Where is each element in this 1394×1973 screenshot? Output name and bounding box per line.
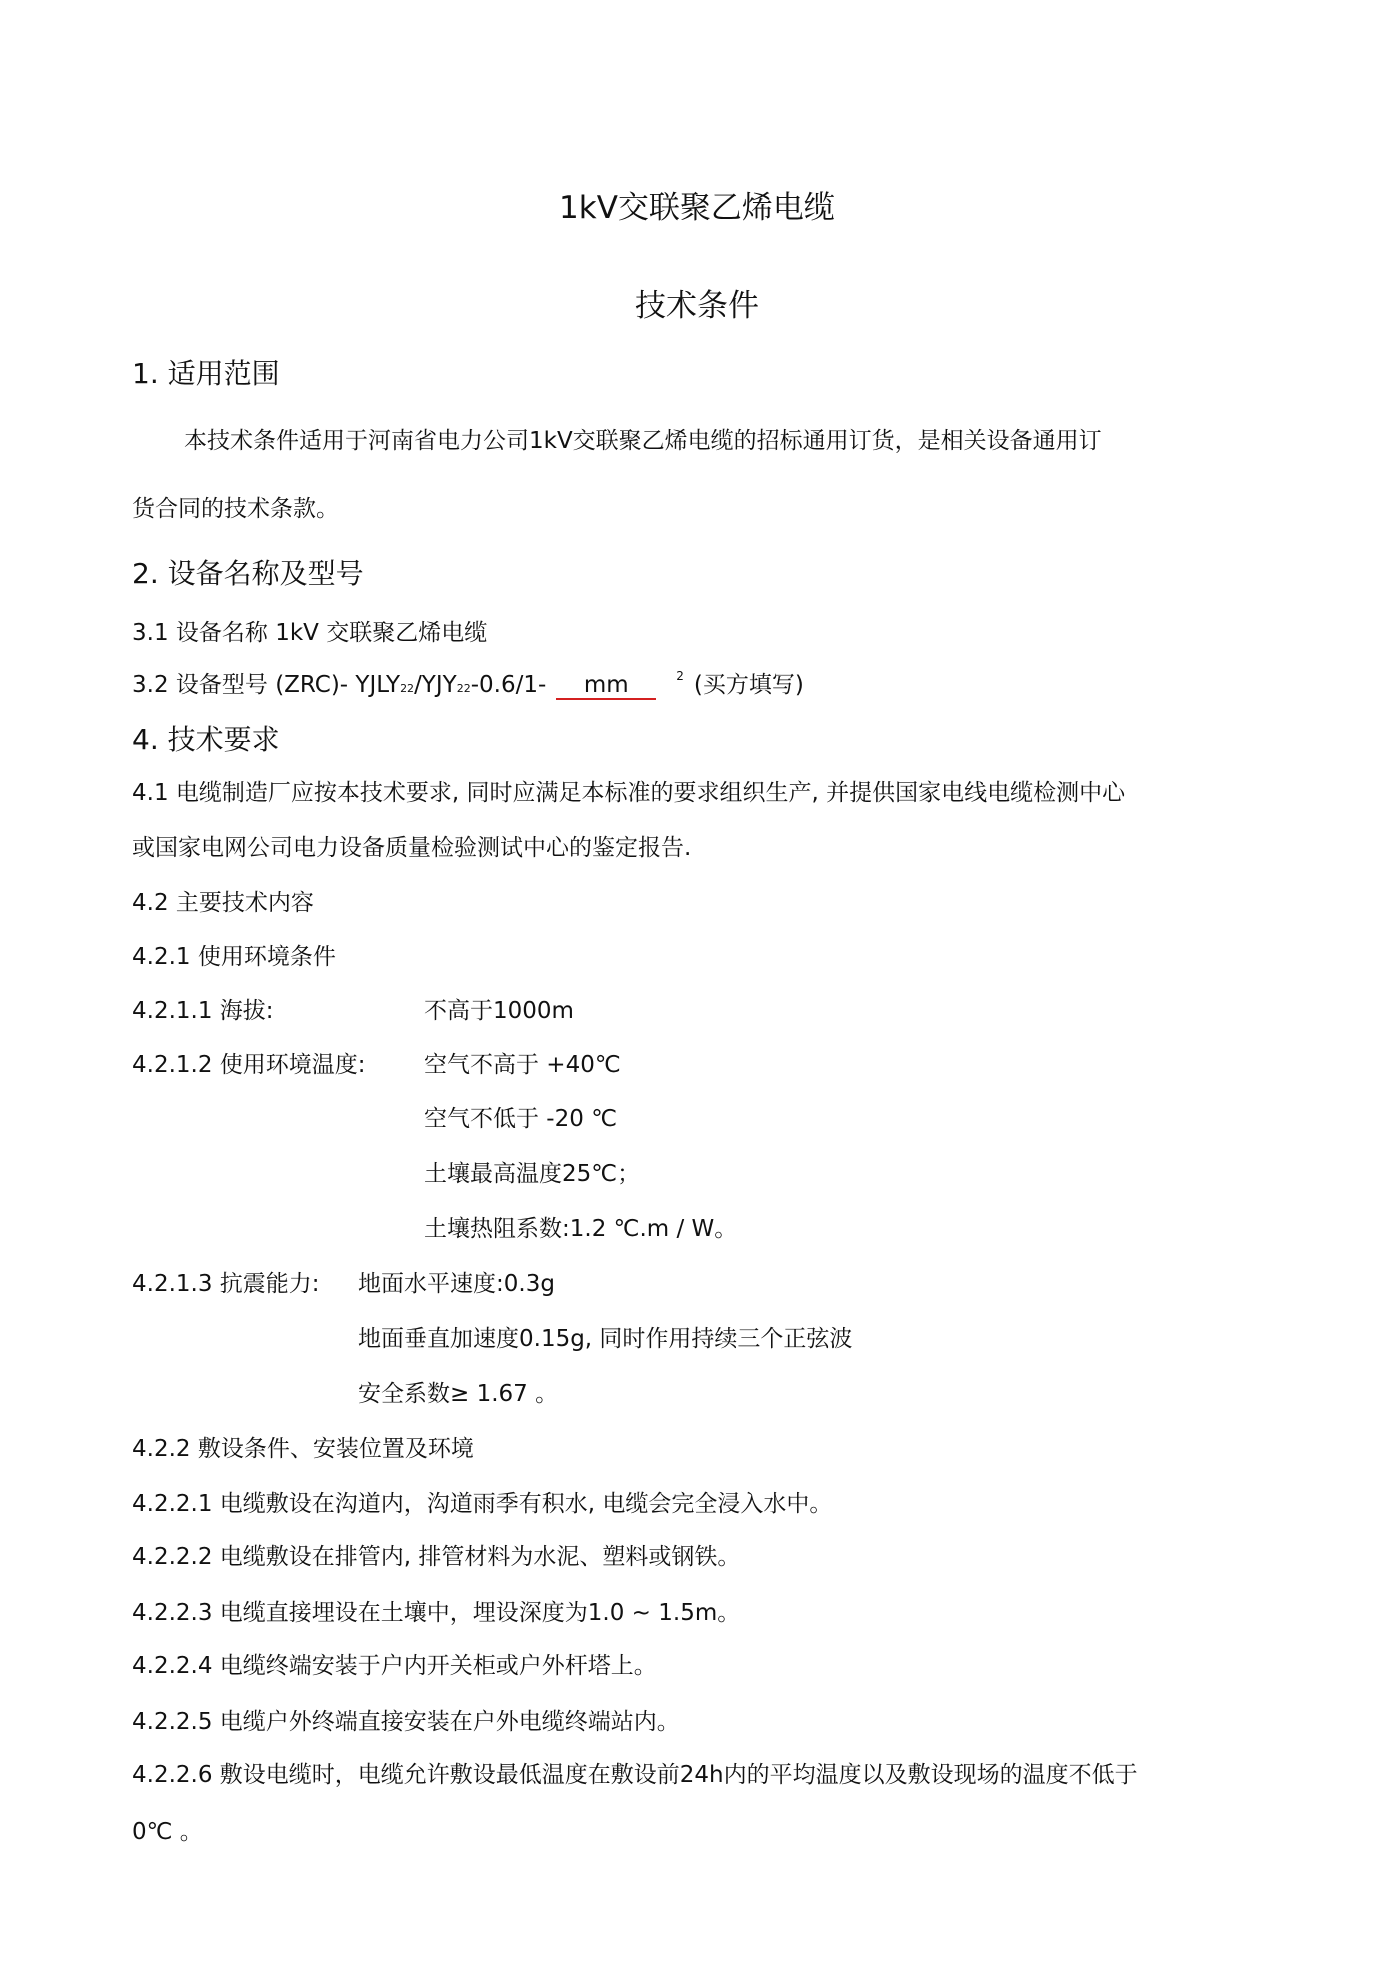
item-4-2-2-4: 4.2.2.4 电缆终端安装于户内开关柜或户外杆塔上。 <box>132 1653 657 1679</box>
item-3-2 <box>132 666 804 700</box>
item-3-2-prefix: 3.2 设备型号 (ZRC)- YJLY <box>132 672 401 698</box>
item-4-2-2-6-line-1: 4.2.2.6 敷设电缆时，电缆允许敷设最低温度在敷设前24h内的平均温度以及敷设现场的温度不低于 <box>132 1762 1138 1788</box>
item-4-1-line-1: 4.1 电缆制造厂应按本技术要求, 同时应满足本标准的要求组织生产, 并提供国家电线电缆检测中心 <box>132 780 1126 806</box>
item-4-2-1-3-value-3: 安全系数≥ 1.67 。 <box>358 1381 559 1407</box>
item-4-2-1-2-label: 4.2.1.2 使用环境温度: <box>132 1052 366 1078</box>
item-4-2-1-3-label: 4.2.1.3 抗震能力: <box>132 1271 320 1297</box>
item-4-2-2-1: 4.2.2.1 电缆敷设在沟道内，沟道雨季有积水, 电缆会完全浸入水中。 <box>132 1491 833 1517</box>
item-4-2-2-5: 4.2.2.5 电缆户外终端直接安装在户外电缆终端站内。 <box>132 1709 680 1735</box>
item-3-2-suffix: -0.6/1- <box>470 672 547 698</box>
section-1-paragraph-line-2: 货合同的技术条款。 <box>132 496 339 522</box>
item-4-2-1-2-value-2: 空气不低于 -20 ℃ <box>424 1106 618 1132</box>
item-4-2-1-1-value: 不高于1000m <box>424 998 574 1024</box>
item-4-2-1-3-value-1: 地面水平速度:0.3g <box>358 1271 555 1297</box>
document-subtitle: 技术条件 <box>635 288 759 324</box>
item-3-2-note: (买方填写) <box>693 672 804 698</box>
item-4-2-1-3-value-2: 地面垂直加速度0.15g, 同时作用持续三个正弦波 <box>358 1326 853 1352</box>
cross-section-fill-blank: mm <box>556 672 656 700</box>
item-3-2-subscript-1: 22 <box>400 682 415 695</box>
item-4-2-2: 4.2.2 敷设条件、安装位置及环境 <box>132 1436 474 1462</box>
item-4-2-2-3: 4.2.2.3 电缆直接埋设在土壤中，埋设深度为1.0 ~ 1.5m。 <box>132 1600 741 1626</box>
item-3-2-superscript: 2 <box>676 669 684 683</box>
item-3-2-subscript-2: 22 <box>456 682 471 695</box>
item-4-2-1-2-value-3: 土壤最高温度25℃； <box>424 1161 641 1187</box>
item-3-2-mid: /YJY <box>414 672 457 698</box>
section-1-paragraph-line-1: 本技术条件适用于河南省电力公司1kV交联聚乙烯电缆的招标通用订货，是相关设备通用订 <box>184 428 1102 454</box>
item-4-2-2-6-line-2: 0℃ 。 <box>132 1819 203 1845</box>
section-2-heading: 2. 设备名称及型号 <box>132 557 364 590</box>
section-1-heading: 1. 适用范围 <box>132 357 280 390</box>
section-4-heading: 4. 技术要求 <box>132 723 280 756</box>
item-3-1: 3.1 设备名称 1kV 交联聚乙烯电缆 <box>132 620 488 646</box>
item-4-2-2-2: 4.2.2.2 电缆敷设在排管内, 排管材料为水泥、塑料或钢铁。 <box>132 1544 741 1570</box>
item-4-1-line-2: 或国家电网公司电力设备质量检验测试中心的鉴定报告. <box>132 835 692 861</box>
document-title: 1kV交联聚乙烯电缆 <box>559 190 835 226</box>
item-4-2-1-2-value-1: 空气不高于 +40℃ <box>424 1052 621 1078</box>
item-4-2-1-1-label: 4.2.1.1 海拔: <box>132 998 274 1024</box>
item-4-2-1: 4.2.1 使用环境条件 <box>132 944 336 970</box>
item-4-2-1-2-value-4: 土壤热阻系数:1.2 ℃.m / W。 <box>424 1216 738 1242</box>
item-4-2: 4.2 主要技术内容 <box>132 890 314 916</box>
